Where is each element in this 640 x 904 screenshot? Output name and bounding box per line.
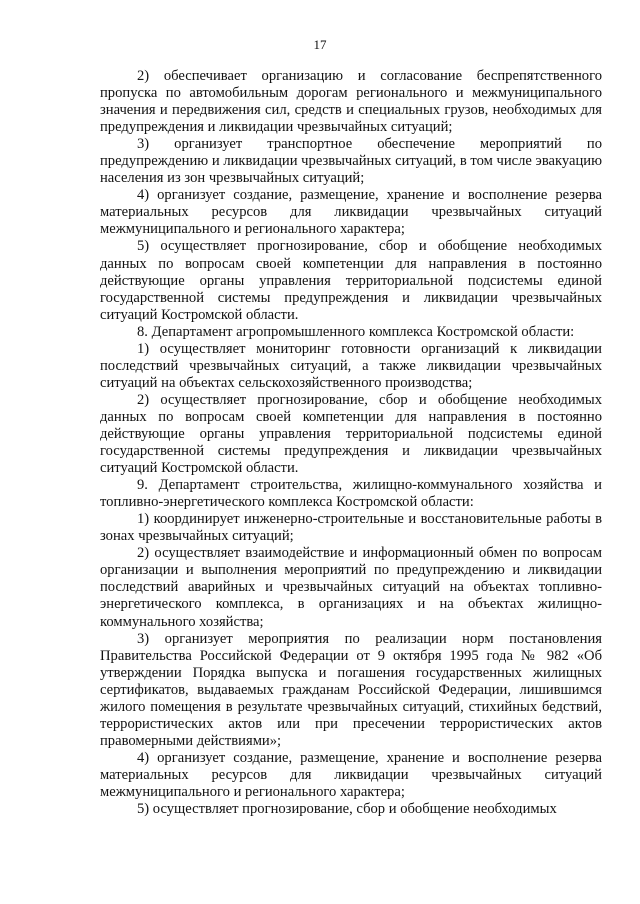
- section-heading-9: 9. Департамент строительства, жилищно-коммунального хозяйства и топливно-энергетического комплекса Костромской области:: [100, 477, 602, 511]
- paragraph-rezerv-resursov: 4) организует создание, размещение, хранение и восполнение резерва материальных ресурсов для ликвидации чрезвычайных ситуаций межмуниципального и регионального характера;: [100, 187, 602, 238]
- paragraph-monitoring-gotovnosti: 1) осуществляет мониторинг готовности организаций к ликвидации последствий чрезвычайных ситуаций, а также ликвидации чрезвычайных ситуаций на объектах сельскохозяйственного производства;: [100, 340, 602, 391]
- paragraph-prognozirovanie-continued: 5) осуществляет прогнозирование, сбор и обобщение необходимых: [137, 801, 557, 818]
- paragraph-prognozirovanie: 5) осуществляет прогнозирование, сбор и обобщение необходимых данных по вопросам своей компетенции для направления в постоянно действующие органы управления территориальной подсистемы единой государственной системы предупреждения и ликвидации чрезвычайных ситуаций Костромской области.: [100, 238, 602, 323]
- page-number: 17: [313, 37, 327, 52]
- document-body: [100, 68, 602, 818]
- paragraph-koordiniruet-raboty: 1) координирует инженерно-строительные и восстановительные работы в зонах чрезвычайных ситуаций;: [100, 511, 602, 545]
- paragraph-obespechivaet-propusk: 2) обеспечивает организацию и согласование беспрепятственного пропуска по автомобильным дорогам регионального и межмуниципального значения и передвижения сил, средств и специальных грузов, необходимых для предупреждения и ликвидации чрезвычайных ситуаций;: [100, 68, 602, 136]
- paragraph-vzaimodeystvie: 2) осуществляет взаимодействие и информационный обмен по вопросам организации и выполнения мероприятий по предупреждению и ликвидации последствий аварийных и чрезвычайных ситуаций на объектах топливно-энергетического комплекса, в организациях и на объектах жилищно-коммунального хозяйства;: [100, 545, 602, 630]
- section-heading-8: 8. Департамент агропромышленного комплекса Костромской области:: [137, 323, 575, 340]
- paragraph-prognozirovanie: 2) осуществляет прогнозирование, сбор и обобщение необходимых данных по вопросам своей компетенции для направления в постоянно действующие органы управления территориальной подсистемы единой государственной системы предупреждения и ликвидации чрезвычайных ситуаций Костромской области.: [100, 391, 602, 477]
- paragraph-transportnoe-obespechenie: 3) организует транспортное обеспечение мероприятий по предупреждению и ликвидации чрезвычайных ситуаций, в том числе эвакуацию населения из зон чрезвычайных ситуаций;: [100, 136, 602, 187]
- paragraph-rezerv-resursov: 4) организует создание, размещение, хранение и восполнение резерва материальных ресурсов для ликвидации чрезвычайных ситуаций межмуниципального и регионального характера;: [100, 749, 602, 800]
- paragraph-zhilishchnye-sertifikaty: 3) организует мероприятия по реализации норм постановления Правительства Российской Федерации от 9 октября 1995 года № 982 «Об утверждении Порядка выпуска и погашения государственных жилищных сертификатов, выдаваемых гражданам Российской Федерации, лишившимся жилого помещения в результате чрезвычайных ситуаций, стихийных бедствий, террористических актов или при пресечении террористических актов правомерными действиями»;: [100, 630, 602, 749]
